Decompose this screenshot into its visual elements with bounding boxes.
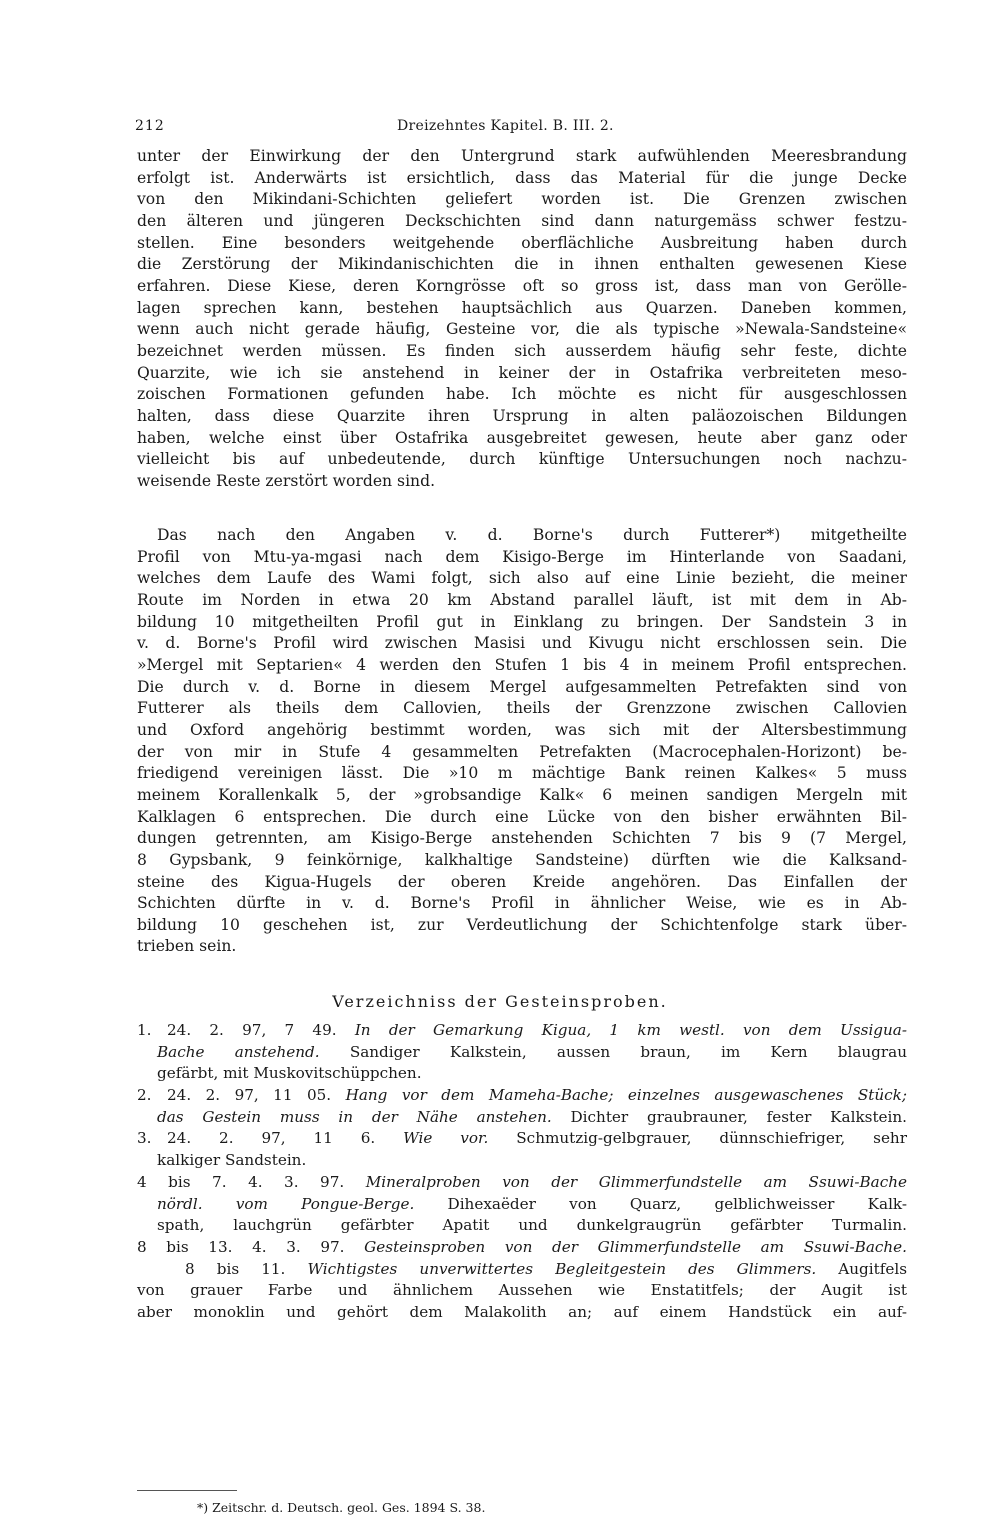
paragraph-1 <box>137 146 907 493</box>
text-line: Die durch v. d. Borne in diesem Mergel aufgesammelten Petrefakten sind von <box>137 677 907 696</box>
footnote: *) Zeitschr. d. Deutsch. geol. Ges. 1894 S. 38. <box>197 1500 486 1515</box>
text-line: haben, welche einst über Ostafrika ausgebreitet gewesen, heute aber ganz oder <box>137 428 907 447</box>
text-line: zoischen Formationen gefunden habe. Ich möchte es nicht für ausgeschlossen <box>137 385 907 404</box>
entry-date: 24. 2. 97, 7 49. <box>167 1021 337 1039</box>
text-line: steine des Kigua-Hugels der oberen Kreide angehören. Das Einfallen der <box>137 872 907 891</box>
text-line: bildung 10 geschehen ist, zur Verdeutlichung der Schichtenfolge stark über- <box>137 915 907 934</box>
entry-line <box>137 1259 907 1281</box>
entry-line <box>137 1042 907 1064</box>
text-line: die Zerstörung der Mikindanischichten die in ihnen enthalten gewesenen Kiese <box>137 255 907 274</box>
entry-number: 8 bis 11. <box>185 1259 286 1278</box>
entry-location: das Gestein muss in der Nähe anstehen. <box>157 1107 552 1126</box>
text-line: trieben sein. <box>137 937 237 956</box>
text-line: wenn auch nicht gerade häufig, Gesteine vor, die als typische »Newala-Sandsteine« <box>137 320 907 339</box>
entry-line <box>137 1128 907 1150</box>
entry-line <box>137 1150 907 1172</box>
entry-location: Gesteinsproben von der Glimmerfundstelle am Ssuwi-Bache. <box>364 1237 907 1256</box>
text-line: vielleicht bis auf unbedeutende, durch künftige Untersuchungen noch nachzu- <box>137 450 907 469</box>
entry-location: Wie vor. <box>403 1129 489 1148</box>
entry-date: 4. 3. 97. <box>248 1172 345 1191</box>
text-line: halten, dass diese Quarzite ihren Ursprung in alten paläozoischen Bildungen <box>137 406 907 425</box>
entry-description: kalkiger Sandstein. <box>157 1151 307 1170</box>
text-line: dungen getrennten, am Kisigo-Berge anstehenden Schichten 7 bis 9 (7 Mergel, <box>137 829 907 848</box>
entry-line <box>137 1085 907 1107</box>
entry-line <box>137 1302 907 1324</box>
text-line: »Mergel mit Septarien« 4 werden den Stufen 1 bis 4 in meinem Profil entsprechen. <box>137 655 907 674</box>
entry-description: spath, lauchgrün gefärbter Apatit und dunkelgraugrün gefärbter Turmalin. <box>157 1216 907 1235</box>
entry-location: Hang vor dem Mameha-Bache; einzelnes ausgewaschenes Stück; <box>345 1086 907 1105</box>
entry-location: Wichtigstes unverwittertes Begleitgestein des Glimmers. <box>307 1259 817 1278</box>
specimen-list <box>137 1020 907 1324</box>
entry-description: Sandiger Kalkstein, aussen braun, im Kern blaugrau <box>349 1042 907 1061</box>
entry-line <box>137 1107 907 1129</box>
text-line: friedigend vereinigen lässt. Die »10 m mächtige Bank reinen Kalkes« 5 muss <box>137 764 907 783</box>
entry-description: aber monoklin und gehört dem Malakolith an; auf einem Handstück ein auf- <box>137 1302 907 1321</box>
text-line: Kalklagen 6 entsprechen. Die durch eine Lücke von den bisher erwähnten Bil- <box>137 807 907 826</box>
text-line: Das nach den Angaben v. d. Borne's durch Futterer*) mitgetheilte <box>157 526 907 544</box>
text-line: bildung 10 mitgetheilten Profil gut in Einklang zu bringen. Der Sandstein 3 in <box>137 612 907 631</box>
entry-line <box>137 1237 907 1259</box>
text-line: Schichten dürfte in v. d. Borne's Profil in ähnlicher Weise, wie es in Ab- <box>137 894 907 913</box>
text-line: von den Mikindani-Schichten geliefert worden ist. Die Grenzen zwischen <box>137 190 907 209</box>
entry-number: 3. <box>137 1129 152 1148</box>
entry-location: Bache anstehend. <box>157 1042 320 1061</box>
text-line: bezeichnet werden müssen. Es finden sich ausserdem häufig sehr feste, dichte <box>137 341 907 360</box>
paragraph-2 <box>137 525 907 958</box>
text-line: meinem Korallenkalk 5, der »grobsandige Kalk« 6 meinen sandigen Mergeln mit <box>137 785 907 804</box>
entry-location: nördl. vom Pongue-Berge. <box>157 1194 415 1213</box>
entry-date: 4. 3. 97. <box>252 1237 345 1256</box>
text-line: erfahren. Diese Kiese, deren Korngrösse oft so gross ist, dass man von Gerölle- <box>137 276 907 295</box>
text-line: v. d. Borne's Profil wird zwischen Masisi und Kivugu nicht erschlossen sein. Die <box>137 634 907 653</box>
entry-number: 1. <box>137 1021 152 1039</box>
entry-description: gefärbt, mit Muskovitschüppchen. <box>157 1064 422 1083</box>
entry-line <box>137 1063 907 1085</box>
entry-number: 4 bis 7. <box>137 1172 227 1191</box>
text-line: der von mir in Stufe 4 gesammelten Petrefakten (Macrocephalen-Horizont) be- <box>137 742 907 761</box>
entry-line <box>137 1215 907 1237</box>
text-line: Profil von Mtu-ya-mgasi nach dem Kisigo-Berge im Hinterlande von Saadani, <box>137 547 907 566</box>
entry-line <box>137 1194 907 1216</box>
text-line: stellen. Eine besonders weitgehende oberflächliche Ausbreitung haben durch <box>137 233 907 252</box>
entry-line <box>137 1172 907 1194</box>
running-title: Dreizehntes Kapitel. B. III. 2. <box>397 118 614 134</box>
text-line: 8 Gypsbank, 9 feinkörnige, kalkhaltige Sandsteine) dürften wie die Kalksand- <box>137 850 907 869</box>
footnote-rule <box>137 1490 237 1491</box>
entry-number: 2. <box>137 1086 152 1105</box>
text-line: weisende Reste zerstört worden sind. <box>137 471 436 490</box>
text-line: Futterer als theils dem Callovien, theils der Grenzzone zwischen Callovien <box>137 699 907 718</box>
entry-description: von grauer Farbe und ähnlichem Aussehen wie Enstatitfels; der Augit ist <box>137 1281 907 1300</box>
page-header <box>137 112 907 140</box>
text-line: und Oxford angehörig bestimmt worden, was sich mit der Altersbestimmung <box>137 720 907 739</box>
entry-location: Mineralproben von der Glimmerfundstelle am Ssuwi-Bache <box>365 1172 908 1191</box>
text-line: lagen sprechen kann, bestehen hauptsächlich aus Quarzen. Daneben kommen, <box>137 298 907 317</box>
entry-date: 24. 2. 97, 11 05. <box>167 1086 332 1105</box>
text-line: den älteren und jüngeren Deckschichten sind dann naturgemäss schwer festzu- <box>137 211 907 230</box>
entry-description: Dichter graubrauner, fester Kalkstein. <box>570 1107 907 1126</box>
entry-description: Schmutzig-gelbgrauer, dünnschiefriger, sehr <box>516 1129 907 1148</box>
page-number: 212 <box>135 118 165 134</box>
entry-description: Augitfels <box>838 1259 907 1278</box>
text-line: erfolgt ist. Anderwärts ist ersichtlich, dass das Material für die junge Decke <box>137 168 907 187</box>
entry-line <box>137 1280 907 1302</box>
entry-line <box>137 1020 907 1042</box>
text-line: Route im Norden in etwa 20 km Abstand parallel läuft, ist mit dem in Ab- <box>137 590 907 609</box>
text-line: unter der Einwirkung der den Untergrund stark aufwühlenden Meeresbrandung <box>137 147 907 165</box>
section-title: Verzeichniss der Gesteinsproben. <box>332 992 668 1011</box>
text-line: Quarzite, wie ich sie anstehend in keiner der in Ostafrika verbreiteten meso- <box>137 363 907 382</box>
entry-description: Dihexaëder von Quarz, gelblichweisser Kalk- <box>447 1194 907 1213</box>
entry-date: 24. 2. 97, 11 6. <box>167 1129 376 1148</box>
entry-number: 8 bis 13. <box>137 1237 233 1256</box>
entry-location: In der Gemarkung Kigua, 1 km westl. von dem Ussigua- <box>354 1021 907 1039</box>
text-line: welches dem Laufe des Wami folgt, sich also auf eine Linie bezieht, die meiner <box>137 569 907 588</box>
